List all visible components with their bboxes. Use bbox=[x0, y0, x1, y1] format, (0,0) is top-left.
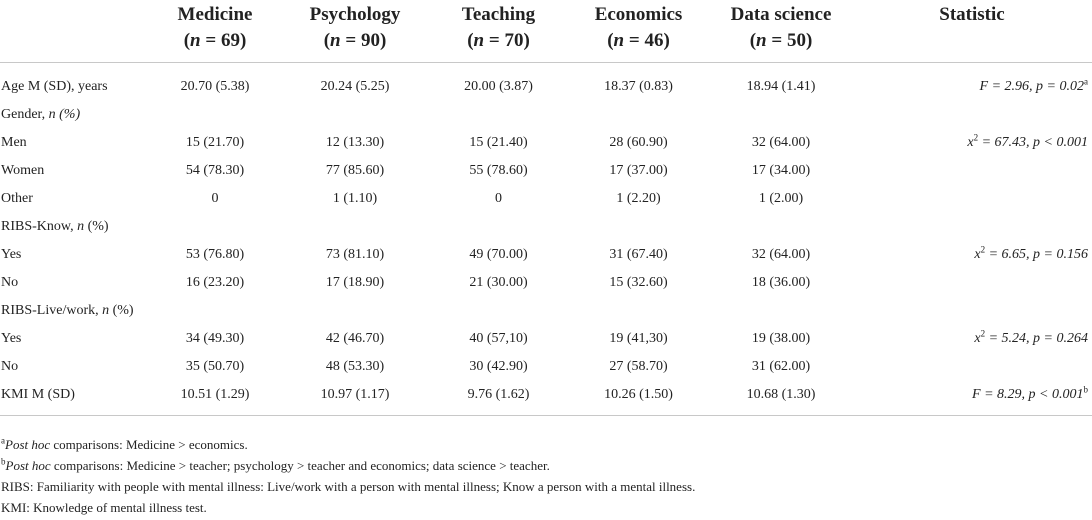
row-label-text: Gender, bbox=[1, 107, 49, 122]
row-label: Other bbox=[1, 191, 33, 206]
header-name: Economics bbox=[594, 4, 683, 25]
stat-rest: = 67.43, p < 0.001 bbox=[978, 135, 1088, 150]
cell: 1 (2.20) bbox=[616, 191, 661, 206]
cell: 19 (41,30) bbox=[609, 331, 668, 346]
stat-rest: = 6.65, p = 0.156 bbox=[985, 247, 1088, 262]
cell: 54 (78.30) bbox=[185, 163, 245, 178]
cell: 27 (58.70) bbox=[609, 359, 668, 374]
cell: 20.24 (5.25) bbox=[320, 79, 390, 94]
stat-x: x bbox=[974, 331, 981, 346]
cell: 15 (21.40) bbox=[469, 135, 528, 150]
row-label: Yes bbox=[1, 331, 22, 346]
row-label: Men bbox=[1, 135, 27, 150]
cell: 21 (30.00) bbox=[469, 275, 528, 290]
cell: 0 bbox=[495, 191, 502, 206]
footnote-a-marker: a bbox=[1, 435, 5, 446]
cell: 77 (85.60) bbox=[325, 163, 385, 178]
stat-rest: = 5.24, p = 0.264 bbox=[985, 331, 1088, 346]
cell: 10.51 (1.29) bbox=[180, 387, 250, 402]
cell: 20.00 (3.87) bbox=[464, 79, 533, 94]
table-row-know-yes bbox=[0, 241, 1092, 269]
stat-cell bbox=[852, 325, 1092, 353]
header-n: 46 bbox=[644, 30, 664, 51]
cell: 10.97 (1.17) bbox=[320, 387, 390, 402]
header-col-data-science: Data science (n = 50) bbox=[710, 0, 852, 63]
footnote-b-italic: Post hoc bbox=[5, 458, 51, 473]
row-label-n: n (%) bbox=[48, 107, 81, 122]
table-row-age bbox=[0, 63, 1092, 102]
stat-text: F = 2.96, p = 0.02 bbox=[979, 79, 1084, 94]
cell: 42 (46.70) bbox=[325, 331, 385, 346]
row-label bbox=[0, 101, 150, 129]
row-label: Yes bbox=[1, 247, 22, 262]
footnote-a bbox=[1, 434, 695, 455]
footnote-b-text: comparisons: Medicine > teacher; psychology > teacher and economics; data science > teacher. bbox=[50, 458, 550, 473]
footnote-b-marker: b bbox=[1, 456, 6, 467]
stat-cell bbox=[852, 129, 1092, 157]
cell: 35 (50.70) bbox=[185, 359, 245, 374]
cell: 30 (42.90) bbox=[469, 359, 528, 374]
header-col-psychology: Psychology (n = 90) bbox=[280, 0, 430, 63]
stat-pow: 2 bbox=[980, 244, 986, 255]
header-name: Data science bbox=[730, 4, 832, 25]
header-n: 70 bbox=[504, 30, 524, 51]
row-label: Age M (SD), years bbox=[1, 79, 108, 94]
cell: 1 (1.10) bbox=[332, 191, 378, 206]
cell: 20.70 (5.38) bbox=[180, 79, 250, 94]
header-name: Psychology bbox=[309, 4, 401, 25]
cell: 9.76 (1.62) bbox=[467, 387, 530, 402]
cell: 28 (60.90) bbox=[609, 135, 668, 150]
cell: 12 (13.30) bbox=[325, 135, 385, 150]
row-label-n: n bbox=[77, 219, 85, 234]
cell: 15 (32.60) bbox=[609, 275, 668, 290]
cell: 34 (49.30) bbox=[185, 331, 245, 346]
cell: 19 (38.00) bbox=[751, 331, 811, 346]
stat-sup: a bbox=[1084, 76, 1088, 87]
cell: 18.37 (0.83) bbox=[604, 79, 673, 94]
header-name: Medicine bbox=[177, 4, 253, 25]
cell: 17 (18.90) bbox=[325, 275, 385, 290]
row-label-text: RIBS-Know, bbox=[1, 219, 78, 234]
cell: 49 (70.00) bbox=[469, 247, 528, 262]
footnote-kmi: KMI: Knowledge of mental illness test. bbox=[1, 500, 207, 515]
cell: 31 (62.00) bbox=[751, 359, 811, 374]
row-label-n: n bbox=[102, 303, 110, 318]
footnote-a-italic: Post hoc bbox=[5, 437, 51, 452]
cell: 17 (37.00) bbox=[609, 163, 668, 178]
row-label: No bbox=[1, 275, 19, 290]
cell: 18.94 (1.41) bbox=[746, 79, 816, 94]
cell: 10.68 (1.30) bbox=[746, 387, 816, 402]
table-row-kmi bbox=[0, 381, 1092, 416]
table-footnotes bbox=[1, 434, 695, 518]
header-col-teaching: Teaching (n = 70) bbox=[430, 0, 567, 63]
header-name: Teaching bbox=[461, 4, 536, 25]
table-row-live-yes bbox=[0, 325, 1092, 353]
table-row-live-no bbox=[0, 353, 1092, 381]
row-label bbox=[0, 213, 150, 241]
cell: 15 (21.70) bbox=[185, 135, 245, 150]
footnote-b bbox=[1, 455, 695, 476]
table-row-ribs-live bbox=[0, 297, 1092, 325]
row-label: Women bbox=[1, 163, 45, 178]
cell: 0 bbox=[211, 191, 219, 206]
cell: 55 (78.60) bbox=[469, 163, 528, 178]
cell: 18 (36.00) bbox=[751, 275, 811, 290]
row-label-tail: (%) bbox=[84, 219, 109, 234]
row-label-text: RIBS-Live/work, bbox=[1, 303, 103, 318]
stat-x: x bbox=[967, 135, 974, 150]
row-label: No bbox=[1, 359, 19, 374]
table-row-ribs-know bbox=[0, 213, 1092, 241]
row-label-tail: (%) bbox=[109, 303, 134, 318]
stat-cell bbox=[852, 241, 1092, 269]
table-row-men bbox=[0, 129, 1092, 157]
cell: 53 (76.80) bbox=[185, 247, 245, 262]
cell: 16 (23.20) bbox=[185, 275, 245, 290]
header-n: 69 bbox=[220, 30, 240, 51]
header-row bbox=[0, 0, 1092, 63]
footnote-a-text: comparisons: Medicine > economics. bbox=[50, 437, 248, 452]
stat-pow: 2 bbox=[980, 328, 986, 339]
cell: 32 (64.00) bbox=[751, 247, 811, 262]
table-row-women bbox=[0, 157, 1092, 185]
cell: 32 (64.00) bbox=[751, 135, 811, 150]
row-label: KMI M (SD) bbox=[1, 387, 75, 402]
header-n: 90 bbox=[360, 30, 380, 51]
cell: 17 (34.00) bbox=[751, 163, 811, 178]
cell: 1 (2.00) bbox=[758, 191, 804, 206]
row-label bbox=[0, 297, 150, 325]
cell: 48 (53.30) bbox=[325, 359, 385, 374]
cell: 31 (67.40) bbox=[609, 247, 668, 262]
stat-text: F = 8.29, p < 0.001 bbox=[972, 387, 1084, 402]
stat-cell bbox=[852, 63, 1092, 102]
table-row-other bbox=[0, 185, 1092, 213]
footnote-ribs: RIBS: Familiarity with people with mental illness: Live/work with a person with mental illness; Know a person with a mental illness. bbox=[1, 479, 696, 494]
header-col-statistic: Statistic bbox=[939, 4, 1005, 25]
cell: 73 (81.10) bbox=[325, 247, 385, 262]
header-col-economics: Economics (n = 46) bbox=[567, 0, 710, 63]
table-row-know-no bbox=[0, 269, 1092, 297]
cell: 40 (57,10) bbox=[469, 331, 528, 346]
header-col-medicine: Medicine (n = 69) bbox=[150, 0, 280, 63]
stat-x: x bbox=[974, 247, 981, 262]
table-row-gender bbox=[0, 101, 1092, 129]
stat-sup: b bbox=[1083, 384, 1088, 395]
stat-pow: 2 bbox=[973, 132, 979, 143]
stat-cell bbox=[852, 381, 1092, 416]
header-empty bbox=[0, 0, 150, 63]
header-n: 50 bbox=[786, 30, 806, 51]
cell: 10.26 (1.50) bbox=[604, 387, 673, 402]
